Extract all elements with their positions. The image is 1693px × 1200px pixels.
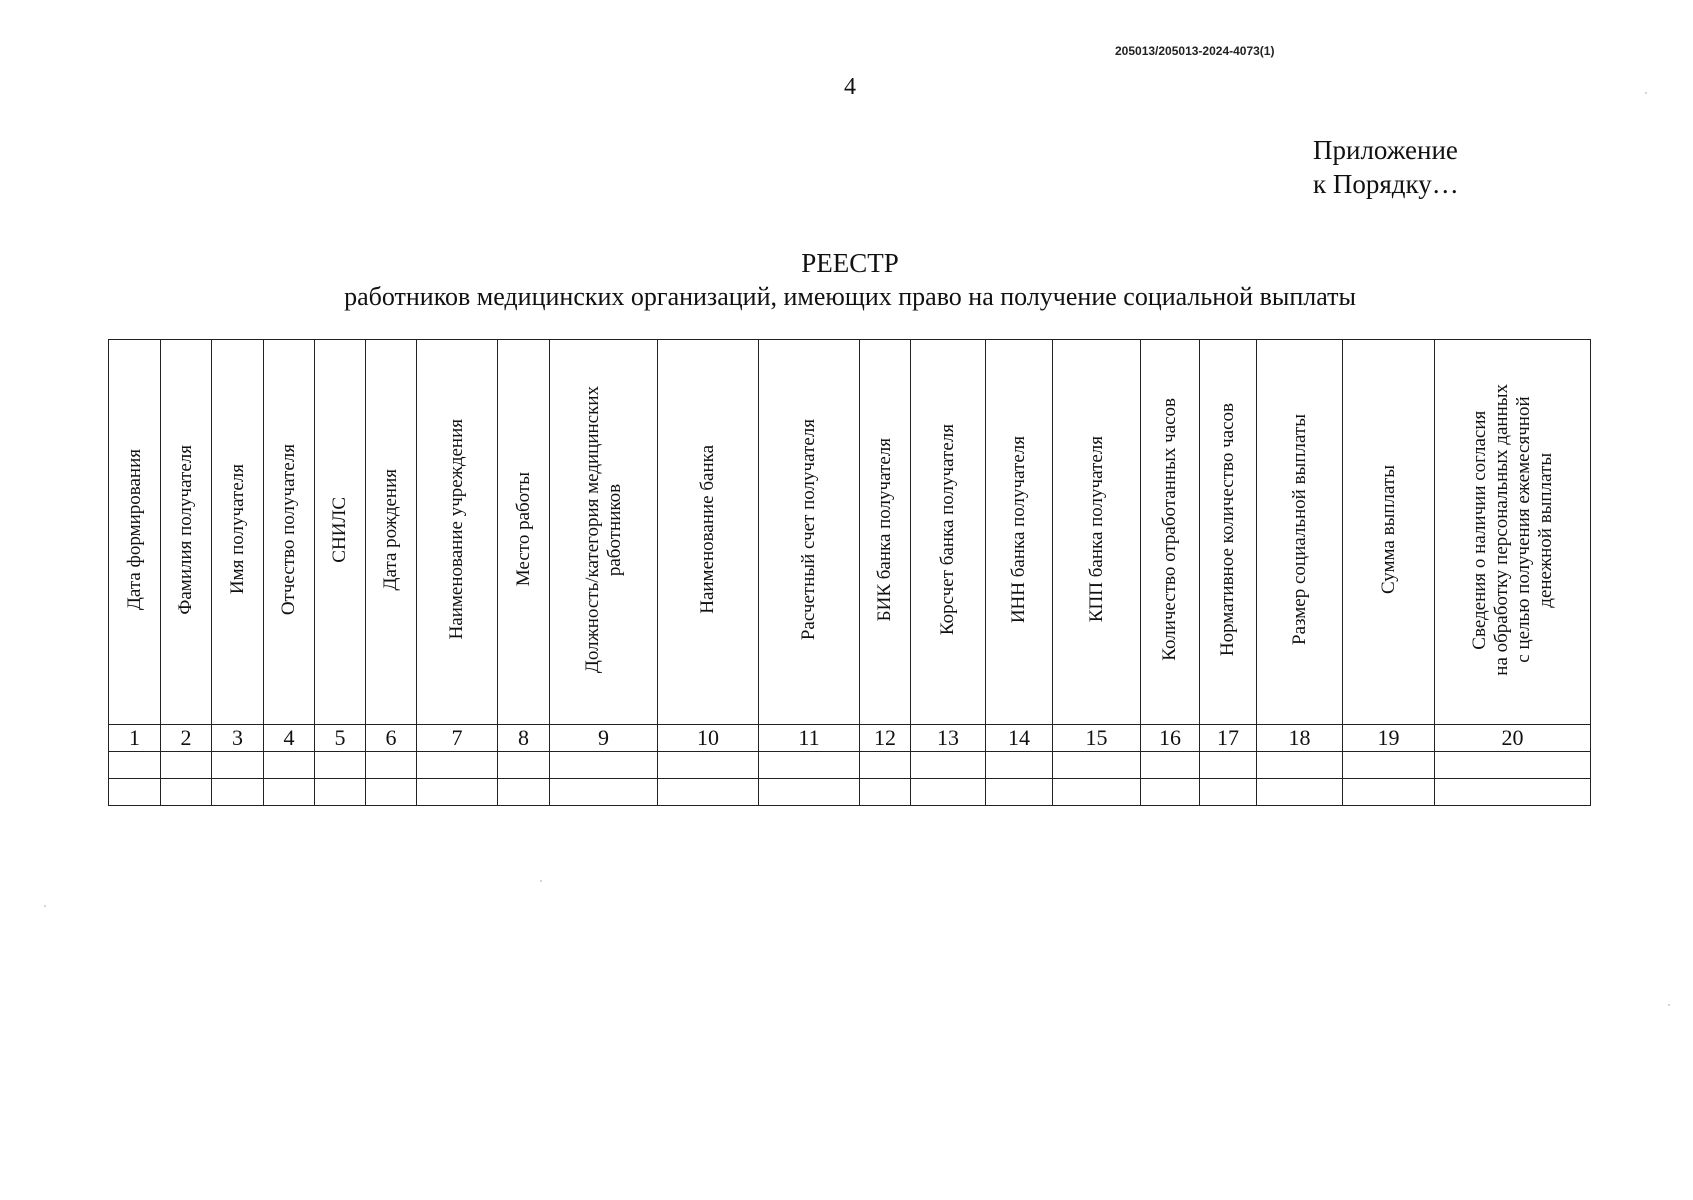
column-header	[161, 340, 212, 725]
table-cell	[1141, 752, 1200, 779]
table-cell	[1435, 752, 1591, 779]
table-row	[109, 752, 1591, 779]
column-number: 2	[161, 725, 212, 752]
table-cell	[1200, 779, 1257, 806]
column-number: 11	[759, 725, 860, 752]
column-number: 16	[1141, 725, 1200, 752]
document-code: 205013/205013-2024-4073(1)	[1115, 44, 1275, 58]
appendix-line-2: к Порядку…	[1313, 169, 1459, 199]
table-cell	[417, 779, 498, 806]
table-cell	[759, 779, 860, 806]
appendix-note	[1313, 133, 1459, 201]
table-cell	[1053, 752, 1141, 779]
registry-table	[108, 339, 1591, 806]
column-header	[986, 340, 1053, 725]
scan-speck	[1645, 92, 1647, 94]
column-header	[1200, 340, 1257, 725]
column-header-label: Фамилия получателя	[175, 444, 196, 615]
table-cell	[911, 752, 986, 779]
table-cell	[212, 752, 264, 779]
table-cell	[1141, 779, 1200, 806]
table-cell	[986, 752, 1053, 779]
column-header	[1053, 340, 1141, 725]
table-cell	[1257, 779, 1343, 806]
table-cell	[366, 779, 417, 806]
table-cell	[550, 752, 658, 779]
table-cell	[658, 779, 759, 806]
column-header	[498, 340, 550, 725]
column-header	[417, 340, 498, 725]
table-cell	[417, 752, 498, 779]
table-cell	[315, 779, 366, 806]
column-header-label: СНИЛС	[329, 496, 350, 563]
column-number: 9	[550, 725, 658, 752]
table-cell	[986, 779, 1053, 806]
column-header	[315, 340, 366, 725]
column-number: 6	[366, 725, 417, 752]
column-header-label: Размер социальной выплаты	[1288, 414, 1310, 645]
column-header-label: КПП банка получателя	[1085, 436, 1107, 623]
table-cell	[759, 752, 860, 779]
table-cell	[498, 752, 550, 779]
table-cell	[264, 752, 315, 779]
table-cell	[1200, 752, 1257, 779]
table-cell	[1343, 779, 1435, 806]
table-row	[109, 779, 1591, 806]
column-header-label: Дата рождения	[380, 468, 401, 591]
column-header-label: Отчество получателя	[278, 443, 299, 616]
page-number: 4	[844, 74, 856, 100]
column-header-label: Дата формирования	[123, 448, 145, 611]
column-header	[658, 340, 759, 725]
header-row	[109, 340, 1591, 725]
column-header-label: Нормативное количество часов	[1217, 402, 1238, 657]
column-header	[1435, 340, 1591, 725]
column-number: 7	[417, 725, 498, 752]
table-cell	[911, 779, 986, 806]
column-header	[212, 340, 264, 725]
column-number: 14	[986, 725, 1053, 752]
column-header-label: Расчетный счет получателя	[798, 418, 819, 641]
column-header-label: Имя получателя	[226, 464, 248, 595]
scan-speck	[1668, 1004, 1670, 1006]
column-number: 8	[498, 725, 550, 752]
column-header	[1141, 340, 1200, 725]
column-number-row	[109, 725, 1591, 752]
column-header	[550, 340, 658, 725]
column-header	[1257, 340, 1343, 725]
table-cell	[860, 779, 911, 806]
table-cell	[1257, 752, 1343, 779]
appendix-line-1: Приложение	[1313, 135, 1458, 165]
column-header-label: ИНН банка получателя	[1008, 435, 1029, 624]
table-cell	[109, 779, 161, 806]
column-number: 20	[1435, 725, 1591, 752]
column-header	[911, 340, 986, 725]
table-cell	[109, 752, 161, 779]
table-cell	[315, 752, 366, 779]
column-header-label: Сумма выплаты	[1377, 465, 1399, 594]
column-header-label: БИК банка получателя	[874, 437, 895, 622]
table-cell	[1053, 779, 1141, 806]
column-number: 1	[109, 725, 161, 752]
column-header-label: Количество отработанных часов	[1159, 398, 1180, 661]
document-title: РЕЕСТР	[801, 248, 899, 278]
table-cell	[1435, 779, 1591, 806]
column-number: 10	[658, 725, 759, 752]
table-cell	[860, 752, 911, 779]
scan-speck	[44, 905, 46, 907]
column-header-label: Место работы	[512, 472, 534, 587]
column-header-label: Сведения о наличии согласия на обработку персональных данных с целью получения ежемесячной денежной выплаты	[1468, 383, 1556, 676]
column-header	[366, 340, 417, 725]
column-header-label: Наименование банка	[697, 445, 718, 614]
table-cell	[212, 779, 264, 806]
column-header	[759, 340, 860, 725]
table-cell	[264, 779, 315, 806]
column-header-label: Должность/категория медицинских работников	[581, 385, 625, 674]
table-cell	[366, 752, 417, 779]
table-cell	[658, 752, 759, 779]
table-cell	[161, 752, 212, 779]
column-number: 3	[212, 725, 264, 752]
column-number: 15	[1053, 725, 1141, 752]
column-header-label: Наименование учреждения	[446, 419, 467, 640]
column-header-label: Корсчет банка получателя	[937, 423, 958, 636]
document-subtitle: работников медицинских организаций, имеющих право на получение социальной выплаты	[344, 282, 1356, 311]
column-number: 18	[1257, 725, 1343, 752]
column-number: 19	[1343, 725, 1435, 752]
column-header	[1343, 340, 1435, 725]
column-number: 4	[264, 725, 315, 752]
table-cell	[161, 779, 212, 806]
column-header	[109, 340, 161, 725]
column-number: 17	[1200, 725, 1257, 752]
column-header	[264, 340, 315, 725]
column-number: 13	[911, 725, 986, 752]
table-cell	[550, 779, 658, 806]
column-number: 5	[315, 725, 366, 752]
scan-speck	[540, 880, 542, 882]
column-number: 12	[860, 725, 911, 752]
table-cell	[1343, 752, 1435, 779]
column-header	[860, 340, 911, 725]
table-cell	[498, 779, 550, 806]
